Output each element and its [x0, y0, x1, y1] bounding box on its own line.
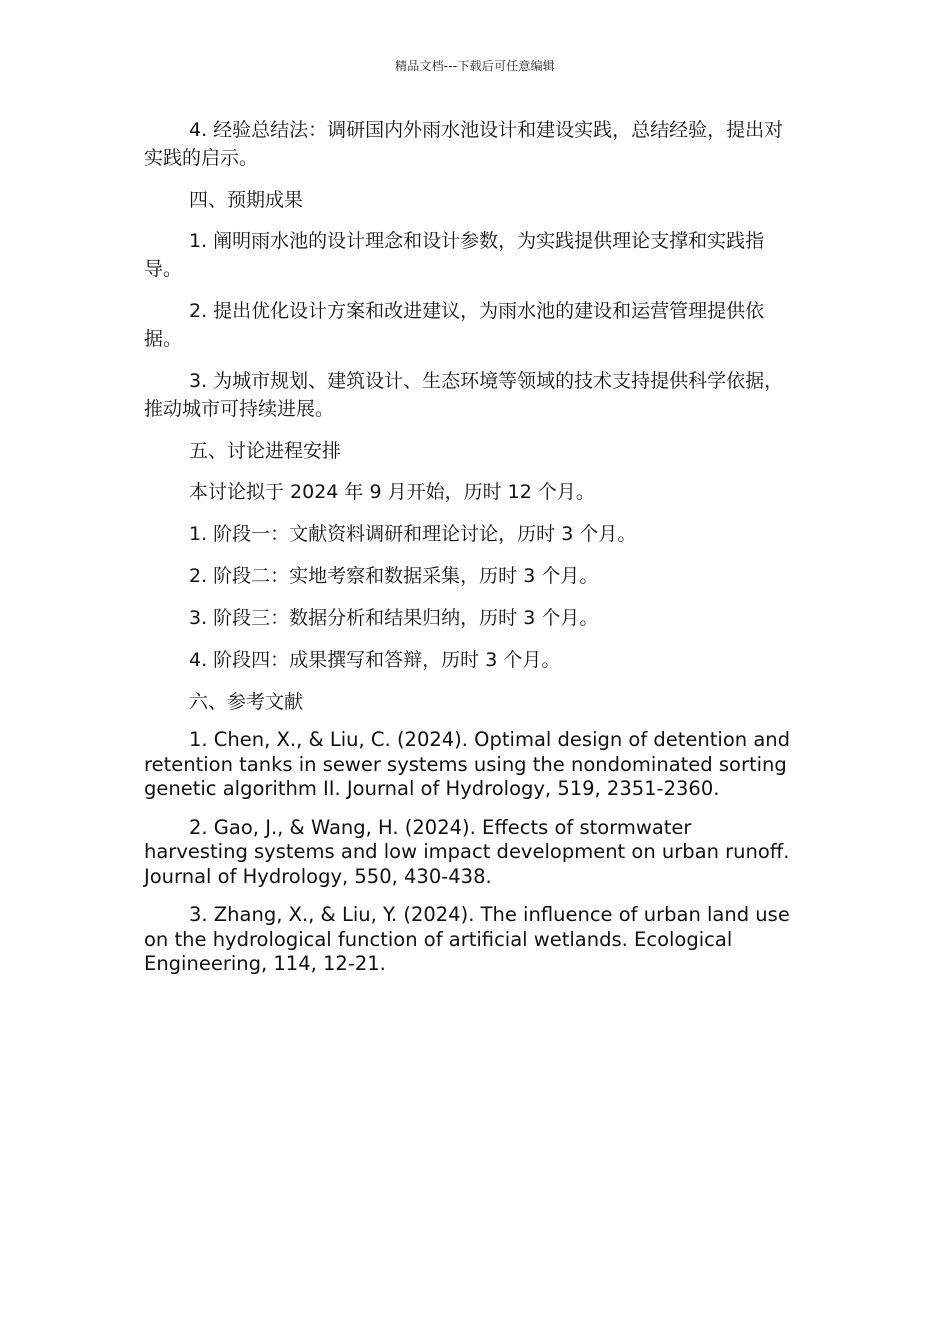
schedule-stage-1: 1. 阶段一：文献资料调研和理论讨论，历时 3 个月。 [189, 523, 637, 545]
method-paragraph-4: 4. 经验总结法：调研国内外雨水池设计和建设实践，总结经验，提出对实践的启示。 [144, 119, 784, 169]
schedule-stage-2: 2. 阶段二：实地考察和数据采集，历时 3 个月。 [189, 565, 599, 587]
schedule-stage-3: 3. 阶段三：数据分析和结果归纳，历时 3 个月。 [189, 607, 599, 629]
page-header: 精品文档---下载后可任意编辑 [395, 59, 555, 73]
schedule-stage-4: 4. 阶段四：成果撰写和答辩，历时 3 个月。 [189, 649, 561, 671]
document-body [144, 116, 800, 991]
reference-1: 1. Chen, X., & Liu, C. (2024). Optimal design of detention and retention tanks in sewer systems using the nondominated sorting genetic algorithm II. Journal of Hydrology, 519, 2351-2360. [144, 728, 791, 800]
section-heading-expected-results: 四、预期成果 [189, 189, 304, 211]
expected-result-3: 3. 为城市规划、建筑设计、生态环境等领域的技术支持提供科学依据，推动城市可持续进展。 [144, 370, 784, 420]
reference-2: 2. Gao, J., & Wang, H. (2024). Effects of stormwater harvesting systems and low impact development on urban runoff. Journal of Hydrology, 550, 430-438. [144, 815, 790, 888]
reference-3: 3. Zhang, X., & Liu, Y. (2024). The influence of urban land use on the hydrological function of artificial wetlands. Ecological Engineering, 114, 12-21. [144, 903, 790, 975]
expected-result-2: 2. 提出优化设计方案和改进建议，为雨水池的建设和运营管理提供依据。 [144, 300, 765, 350]
section-heading-references: 六、参考文献 [189, 691, 304, 713]
section-heading-schedule: 五、讨论进程安排 [189, 440, 342, 462]
expected-result-1: 1. 阐明雨水池的设计理念和设计参数，为实践提供理论支撑和实践指导。 [144, 230, 765, 280]
schedule-intro: 本讨论拟于 2024 年 9 月开始，历时 12 个月。 [189, 481, 595, 503]
